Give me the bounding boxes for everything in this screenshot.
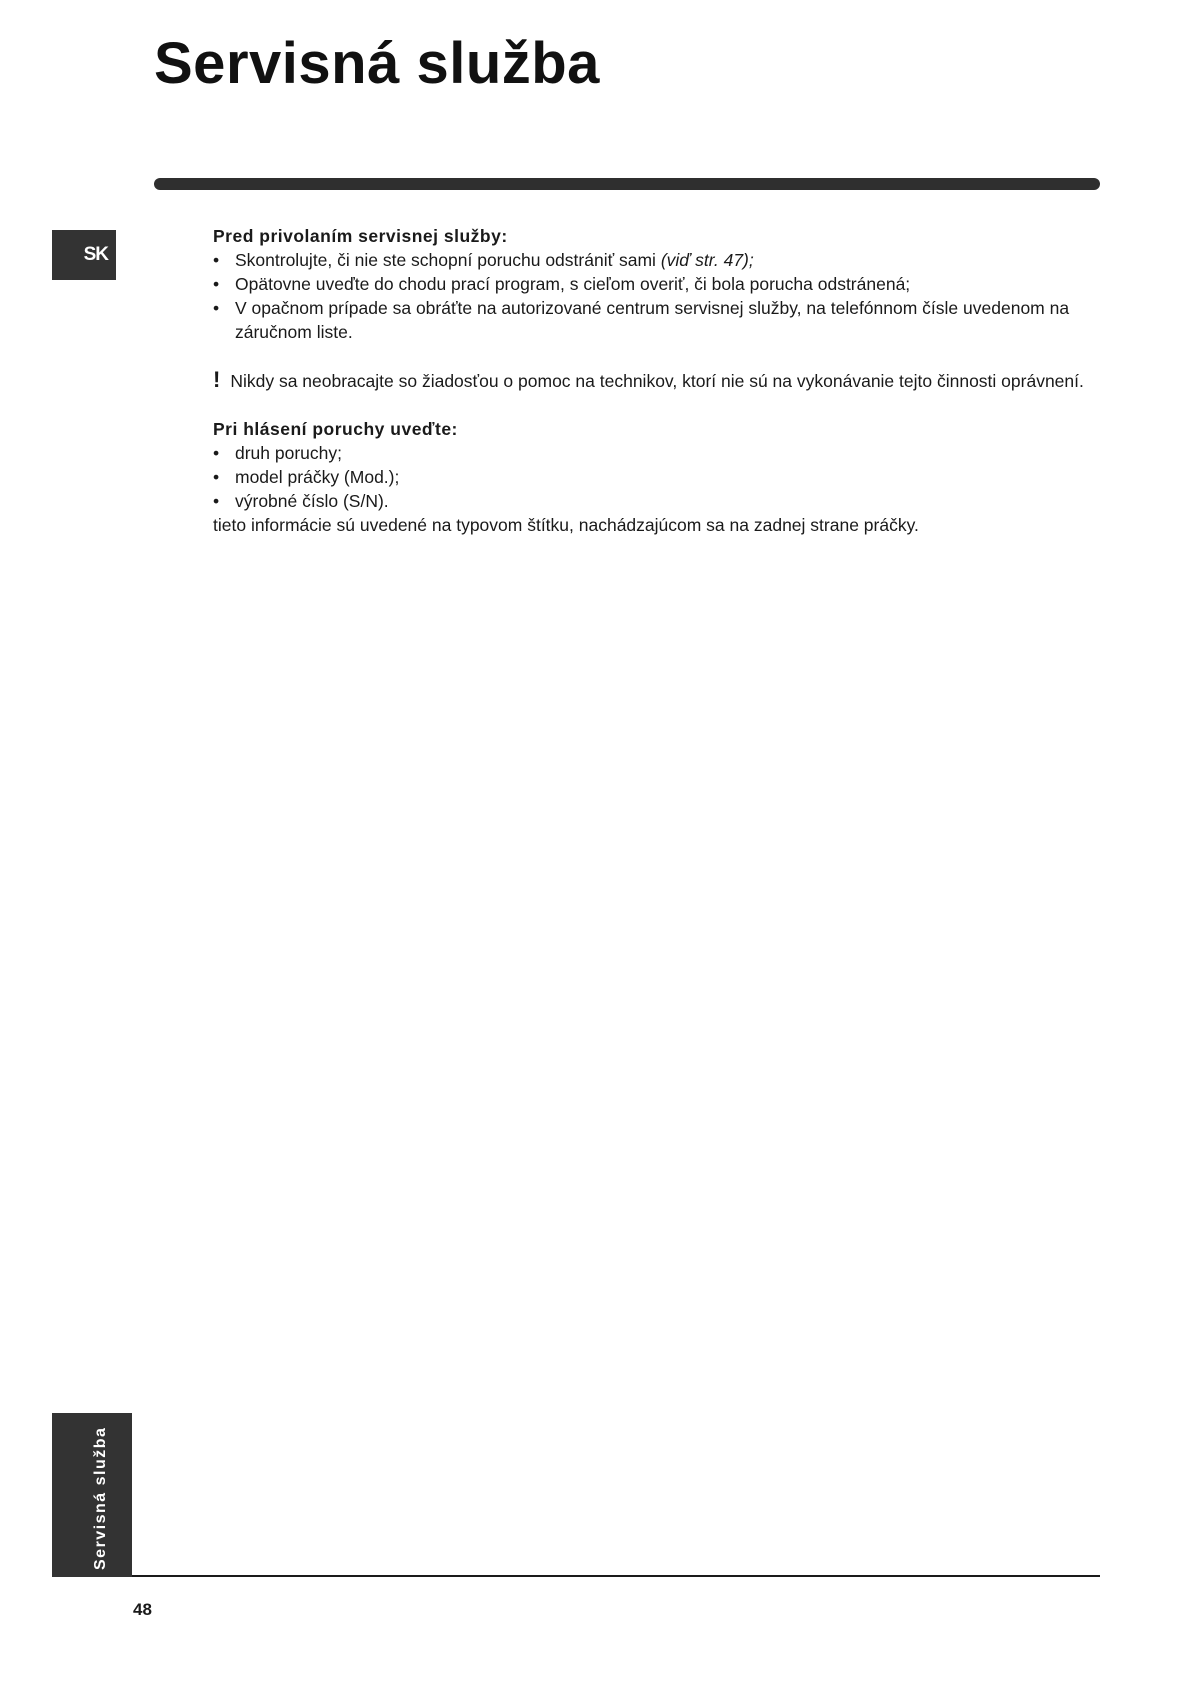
warning-text: Nikdy sa neobracajte so žiadosťou o pomoc na technikov, ktorí nie sú na vykonávanie tejto činnosti oprávnení.	[230, 371, 1084, 391]
report-fault-list	[213, 441, 1095, 513]
list-item: • druh poruchy;	[213, 441, 1095, 465]
main-content	[213, 224, 1095, 537]
side-section-label: Servisná služba	[92, 1426, 109, 1570]
list-item: • model práčky (Mod.);	[213, 465, 1095, 489]
list-item-text: Skontrolujte, či nie ste schopní poruchu odstrániť sami	[235, 250, 661, 270]
title-divider	[154, 178, 1100, 190]
page-title: Servisná služba	[154, 31, 600, 96]
list-item-text: Opätovne uveďte do chodu prací program, s cieľom overiť, či bola porucha odstránená;	[235, 274, 911, 294]
report-fault-section	[213, 417, 1095, 537]
list-item	[213, 248, 1095, 272]
page-number: 48	[133, 1600, 152, 1619]
footer-divider	[132, 1575, 1100, 1577]
list-item: • výrobné číslo (S/N).	[213, 489, 1095, 513]
section-heading-report-fault: Pri hlásení poruchy uveďte:	[213, 419, 458, 439]
list-item	[213, 296, 1095, 344]
before-service-list	[213, 248, 1095, 344]
warning-note	[213, 368, 1095, 393]
list-item	[213, 272, 1095, 296]
rating-plate-note: tieto informácie sú uvedené na typovom štítku, nachádzajúcom sa na zadnej strane práčky.	[213, 515, 919, 535]
exclamation-icon: !	[213, 367, 221, 392]
section-heading-before-service: Pred privolaním servisnej služby:	[213, 226, 508, 246]
language-tab: SK	[52, 230, 116, 280]
page-reference: (viď str. 47);	[660, 250, 754, 270]
list-item-text: V opačnom prípade sa obráťte na autorizované centrum servisnej služby, na telefónnom čísle uvedenom na záručnom liste.	[235, 298, 1070, 342]
